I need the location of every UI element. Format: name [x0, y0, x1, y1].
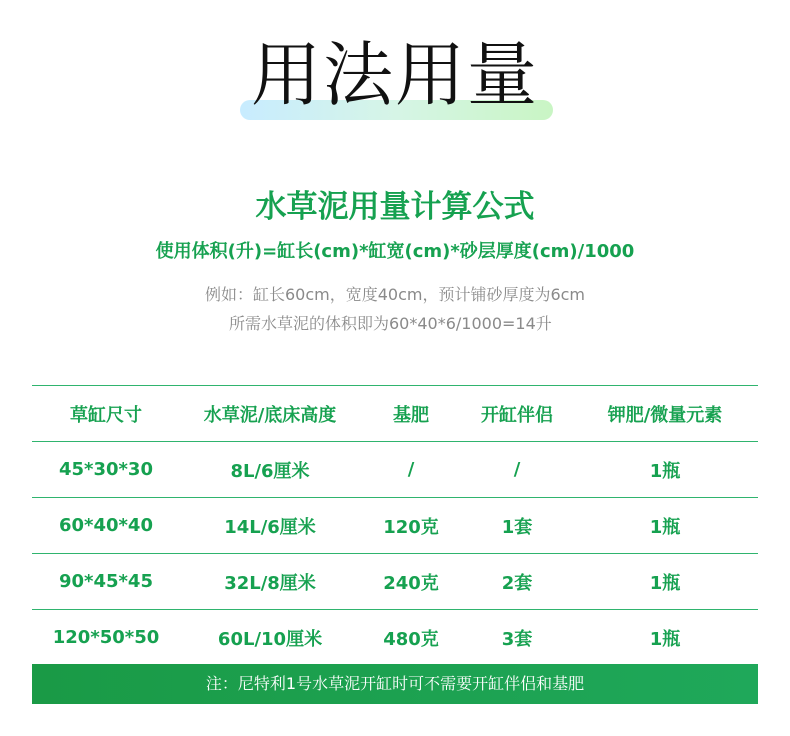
table-cell: /: [407, 459, 415, 480]
table-cell: 8L/6厘米: [230, 460, 310, 482]
table-cell: 480克: [383, 628, 439, 650]
formula-text: 使用体积(升)=缸长(cm)*缸宽(cm)*砂层厚度(cm)/1000: [155, 241, 635, 262]
table-cell: 60*40*40: [59, 515, 153, 536]
table-cell: 3套: [501, 628, 533, 650]
table-cell: 1套: [501, 516, 533, 538]
example-line-2: 所需水草泥的体积即为60*40*6/1000=14升: [229, 314, 552, 333]
table-cell: 240克: [383, 572, 439, 594]
column-header-tank-size: 草缸尺寸: [70, 404, 142, 426]
column-header-potassium: 钾肥/微量元素: [607, 404, 723, 426]
formula-title: 水草泥用量计算公式: [255, 189, 535, 225]
table-cell: /: [513, 459, 521, 480]
column-header-soil-height: 水草泥/底床高度: [203, 404, 337, 426]
page-title: 用法用量: [251, 34, 539, 116]
table-cell: 14L/6厘米: [224, 516, 316, 538]
note-banner: 注：尼特利1号水草泥开缸时可不需要开缸伴侣和基肥: [32, 664, 758, 704]
table-cell: 1瓶: [649, 460, 681, 482]
table-row: [32, 553, 758, 609]
column-header-base-fertilizer: 基肥: [393, 404, 429, 426]
table-cell: 32L/8厘米: [224, 572, 316, 594]
table-cell: 45*30*30: [59, 459, 153, 480]
dosage-table: [32, 385, 758, 665]
table-cell: 1瓶: [649, 628, 681, 650]
table-row: [32, 497, 758, 553]
table-cell: 90*45*45: [59, 571, 153, 592]
section-header: [0, 30, 790, 130]
table-cell: 1瓶: [649, 516, 681, 538]
table-cell: 1瓶: [649, 572, 681, 594]
table-cell: 120*50*50: [52, 627, 160, 648]
column-header-starter-kit: 开缸伴侣: [481, 404, 553, 426]
table-row: [32, 441, 758, 497]
table-header-row: [32, 385, 758, 441]
table-cell: 2套: [501, 572, 533, 594]
table-cell: 120克: [383, 516, 439, 538]
example-line-1: 例如：缸长60cm，宽度40cm，预计铺砂厚度为6cm: [204, 285, 586, 304]
table-row: [32, 609, 758, 665]
table-cell: 60L/10厘米: [217, 628, 323, 650]
